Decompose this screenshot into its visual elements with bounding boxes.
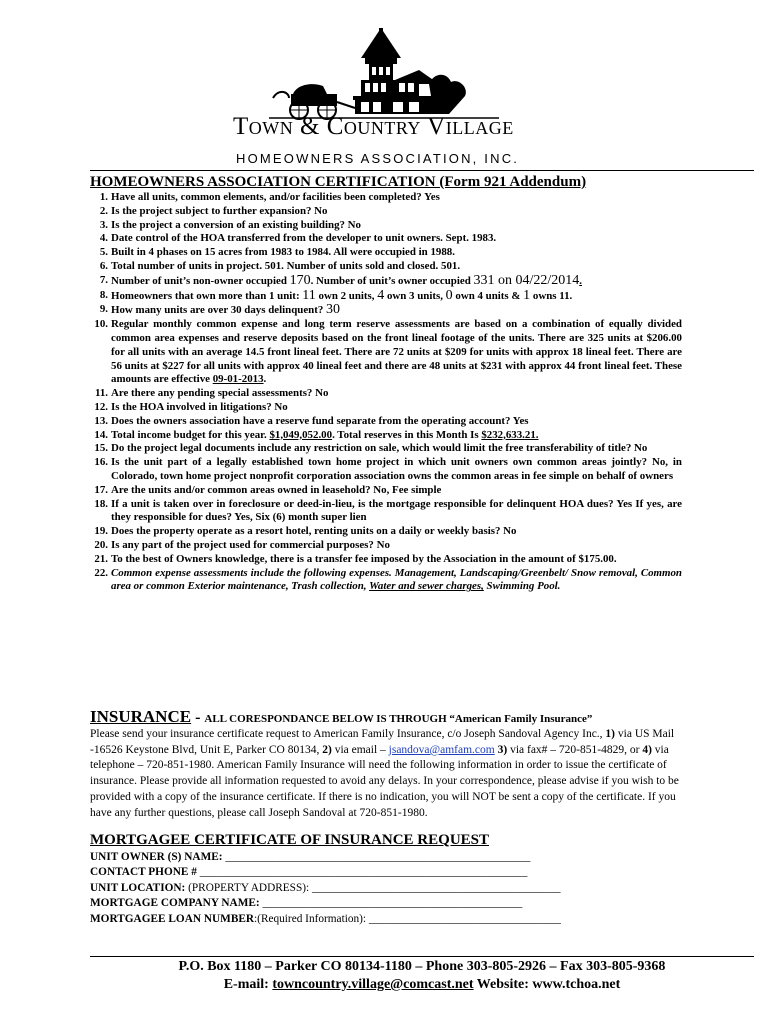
insurance-title: INSURANCE xyxy=(90,707,192,726)
list-item: 6. Total number of units in project. 501. Number of units sold and closed. 501. xyxy=(99,259,461,272)
unit-owner-field[interactable]: UNIT OWNER (S) NAME: ______________________________________________________ xyxy=(90,851,531,863)
organization-name: Town & Country Village xyxy=(233,113,514,140)
list-item: 10. Regular monthly common expense and long term reserve assessments are based on a combination of equally divided common area expenses and reserve deposits based on the front lineal footage of the units. There are 325 units at $206.00 for all units with an average 14.5 front lineal feet. There are 72 units at $209 for units with approx 18 lineal feet. There are 56 units at $227 for all units with approx 40 lineal feet and there are 48 units at $231 with approx 44 front lineal feet. These amounts are effective 09-01-2013. xyxy=(94,318,682,386)
loan-number-field[interactable]: MORTGAGEE LOAN NUMBER:(Required Information): __________________________________ xyxy=(90,912,561,925)
footer-email-link[interactable]: towncountry.village@comcast.net xyxy=(272,977,474,992)
insurance-heading: INSURANCE - ALL CORESPONDANCE BELOW IS THROUGH “American Family Insurance” xyxy=(90,707,593,726)
association-logo xyxy=(233,28,555,170)
insurance-email-link[interactable]: jsandova@amfam.com xyxy=(388,743,495,756)
list-item: 11. Are there any pending special assessments? No xyxy=(94,387,329,400)
list-item: 16. Is the unit part of a legally established town home project in which unit owners own common areas jointly? No, in Colorado, town home project nonprofit corporation association owns the common areas in fee simple on behalf of owners xyxy=(94,456,682,482)
insurance-subtitle: ALL CORESPONDANCE BELOW IS THROUGH “American Family Insurance” xyxy=(204,713,593,725)
mortgage-company-field[interactable]: MORTGAGE COMPANY NAME: ______________________________________________ xyxy=(90,897,523,910)
footer-email-line: E-mail: towncountry.village@comcast.net Website: www.tchoa.net xyxy=(223,977,621,992)
list-item: 9. How many units are over 30 days delinquent? 30 xyxy=(99,302,341,318)
footer-website: Website: www.tchoa.net xyxy=(473,977,621,992)
list-item: 13. Does the owners association have a reserve fund separate from the operating account? Yes xyxy=(94,414,529,427)
list-item: 15. Do the project legal documents include any restriction on sale, which would limit the free transferability of title? No xyxy=(94,442,648,455)
list-item: 18. If a unit is taken over in foreclosure or deed-in-lieu, is the mortgage responsible for delinquent HOA dues? Yes If yes, are they responsible for dues? Yes, Six (6) month super lien xyxy=(94,497,682,524)
insurance-instructions: Please send your insurance certificate request to American Family Insurance, c/o Joseph Sandoval Agency Inc., 1) via US Mail -16526 Keystone Blvd, Unit E, Parker CO 80134, 2) via email – jsandova@amfam.com 3) via fax# – 720-851-4829, or 4) via telephone – 720-851-1980. American Family Insurance will need the following information in order to issue the certificate of insurance. Please provide all information requested to avoid any delays. In your correspondence, please advise if you wish to be provided with a copy of the insurance certificate. If there is no indication, you will NOT be sent a copy of the certificate. If you have any further questions, please call Joseph Sandoval at 720-851-1980. xyxy=(90,728,679,819)
list-item: 5. Built in 4 phases on 15 acres from 1983 to 1984. All were occupied in 1988. xyxy=(99,246,455,259)
footer-contact-line: P.O. Box 1180 – Parker CO 80134-1180 – Phone 303-805-2926 – Fax 303-805-9368 xyxy=(178,959,666,974)
list-item: 22. Common expense assessments include the following expenses. Management, Landscaping/Greenbelt/ Snow removal, Common area or common Exterior maintenance, Trash collection, Water and sewer charges, Swimming Pool. xyxy=(94,566,682,593)
contact-phone-field[interactable]: CONTACT PHONE # __________________________________________________________ xyxy=(90,866,528,879)
unit-location-field[interactable]: UNIT LOCATION: (PROPERTY ADDRESS): ____________________________________________ xyxy=(90,881,561,894)
list-item: 8. Homeowners that own more than 1 unit: 11 own 2 units, 4 own 3 units, 0 own 4 units & 1 owns 11. xyxy=(99,287,573,303)
list-item: 3. Is the project a conversion of an existing building? No xyxy=(99,218,361,231)
list-item: 17. Are the units and/or common areas owned in leasehold? No, Fee simple xyxy=(94,483,442,496)
certification-items xyxy=(90,191,682,594)
list-item: 2. Is the project subject to further expansion? No xyxy=(99,204,328,217)
document-title: HOMEOWNERS ASSOCIATION CERTIFICATION (Form 921 Addendum) xyxy=(90,174,587,190)
mortgagee-form xyxy=(90,850,650,927)
list-item: 21. To the best of Owners knowledge, there is a transfer fee imposed by the Association in the amount of $175.00. xyxy=(94,552,617,565)
list-item: 14. Total income budget for this year. $1,049,052.00. Total reserves in this Month Is $232,633.21. xyxy=(94,428,539,441)
organization-subtitle: HOMEOWNERS ASSOCIATION, INC. xyxy=(236,151,520,166)
mortgagee-heading: MORTGAGEE CERTIFICATE OF INSURANCE REQUEST xyxy=(90,832,490,848)
list-item: 7. Number of unit’s non-owner occupied 170. Number of unit’s owner occupied 331 on 04/22/2014. xyxy=(99,272,582,288)
header-divider xyxy=(90,170,754,171)
list-item: 20. Is any part of the project used for commercial purposes? No xyxy=(94,538,390,551)
list-item: 4. Date control of the HOA transferred from the developer to unit owners. Sept. 1983. xyxy=(99,232,497,245)
list-item: 19. Does the property operate as a resort hotel, renting units on a daily or weekly basis? No xyxy=(94,525,517,538)
list-item: 12. Is the HOA involved in litigations? No xyxy=(94,400,288,413)
list-item: 1. Have all units, common elements, and/or facilities been completed? Yes xyxy=(99,191,440,203)
victorian-house-and-carriage-icon xyxy=(269,28,499,120)
footer-divider xyxy=(90,956,754,957)
footer xyxy=(90,958,754,994)
